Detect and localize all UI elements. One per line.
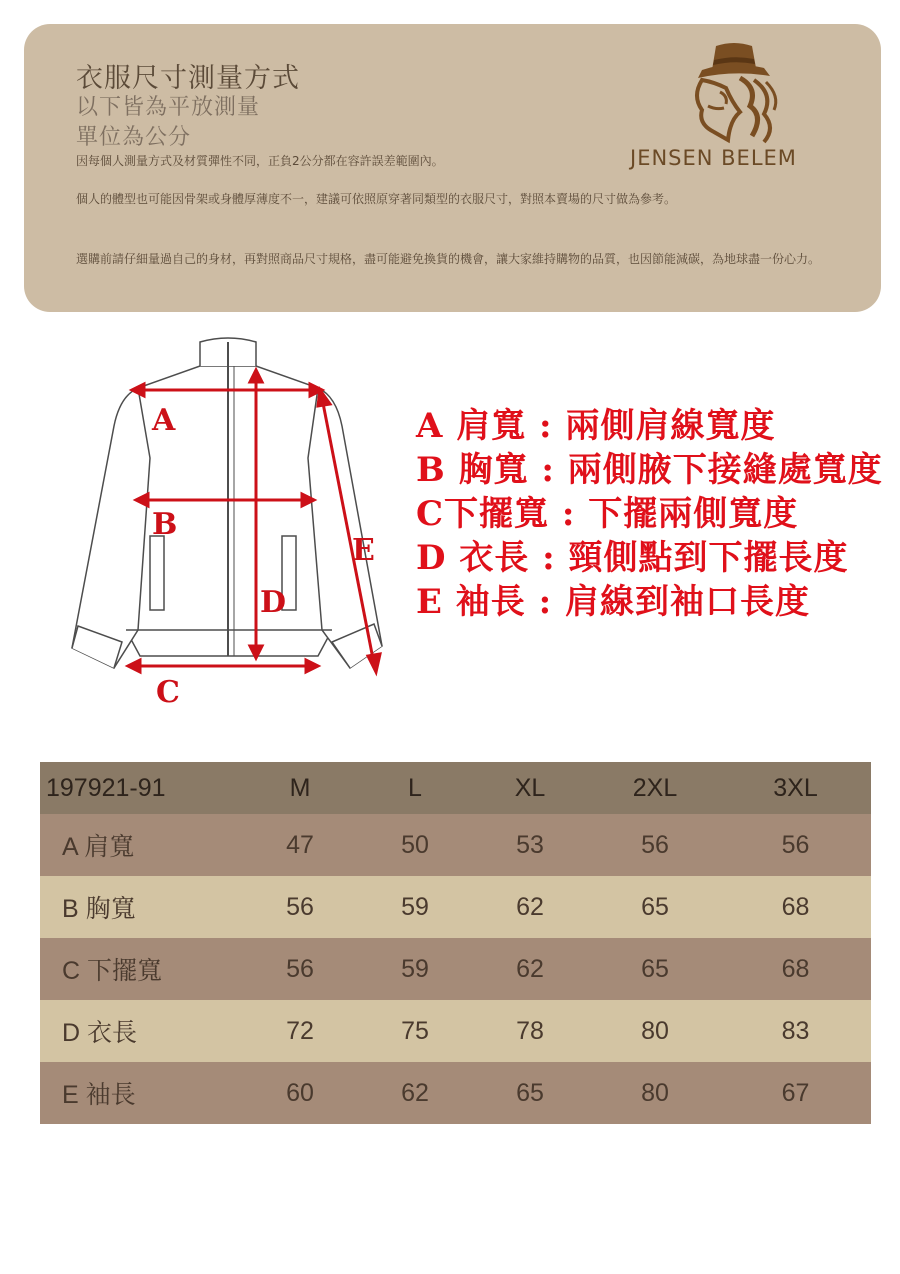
table-cell: 72 [286,1016,314,1045]
size-header-3xl: 3XL [773,773,818,802]
size-header-xl: XL [514,773,546,802]
table-cell: 56 [286,954,314,983]
table-cell: 62 [401,1078,429,1107]
diagram-letter-a: A [152,403,176,438]
table-row [40,876,871,938]
row-label: C 下擺寬 [62,957,163,985]
table-cell: 78 [516,1016,544,1045]
info-paragraph-purchase: 選購前請仔細量過自己的身材，再對照商品尺寸規格，盡可能避免換貨的機會，讓大家維持購物的品質，也因節能減碳，為地球盡一份心力。 [76,252,821,266]
row-label: E 袖長 [62,1081,136,1109]
table-cell: 65 [516,1078,544,1107]
info-tolerance-note: 因每個人測量方式及材質彈性不同，正負2公分都在容許誤差範圍內。 [76,154,444,168]
table-cell: 59 [401,892,429,921]
table-cell: 50 [401,830,429,859]
table-cell: 75 [401,1016,429,1045]
diagram-letter-d: D [260,585,287,620]
table-cell: 65 [641,954,669,983]
legend-item-c: C下擺寬 : 下擺兩側寬度 [416,494,799,534]
table-cell: 47 [286,830,314,859]
size-header-l: L [408,773,422,802]
info-title: 衣服尺寸測量方式 [76,63,300,94]
table-cell: 60 [286,1078,314,1107]
product-code: 197921-91 [46,773,166,802]
table-cell: 56 [286,892,314,921]
table-row [40,1062,871,1124]
row-label: B 胸寬 [62,895,136,923]
brand-name: JENSEN BELEM [630,146,797,170]
table-cell: 56 [641,830,669,859]
table-cell: 80 [641,1078,669,1107]
legend-item-e: E 袖長 : 肩線到袖口長度 [416,582,810,622]
table-row [40,938,871,1000]
table-header-row [40,762,871,814]
table-cell: 62 [516,892,544,921]
table-cell: 56 [781,830,810,859]
table-cell: 53 [516,830,544,859]
info-paragraph-fit: 個人的體型也可能因骨架或身體厚薄度不一，建議可依照原穿著同類型的衣服尺寸，對照本賣場的尺寸做為參考。 [76,192,677,206]
table-cell: 62 [516,954,544,983]
size-table [40,762,871,1124]
table-cell: 65 [641,892,669,921]
diagram-letter-b: B [152,507,178,542]
table-row [40,814,871,876]
size-header-m: M [289,773,311,802]
table-cell: 68 [781,892,810,921]
table-cell: 80 [641,1016,669,1045]
table-cell: 67 [781,1078,810,1107]
legend-item-d: D 衣長 : 頸側點到下擺長度 [416,538,849,578]
table-cell: 59 [401,954,429,983]
measurement-info-panel [24,24,881,312]
lion-fedora-logo-icon [680,36,782,144]
row-label: A 肩寬 [62,833,135,861]
diagram-letter-e: E [352,533,375,568]
info-subtitle-unit: 單位為公分 [76,125,192,150]
measurement-legend [416,404,883,624]
info-subtitle-flat: 以下皆為平放測量 [76,95,261,120]
diagram-letter-c: C [156,675,180,710]
jacket-measurement-diagram [60,330,400,710]
table-cell: 83 [781,1016,810,1045]
table-cell: 68 [781,954,810,983]
row-label: D 衣長 [62,1019,138,1047]
size-header-2xl: 2XL [632,773,678,802]
legend-item-a: A 肩寬 : 兩側肩線寬度 [416,406,776,446]
legend-item-b: B 胸寬 : 兩側腋下接縫處寬度 [416,450,883,490]
table-row [40,1000,871,1062]
